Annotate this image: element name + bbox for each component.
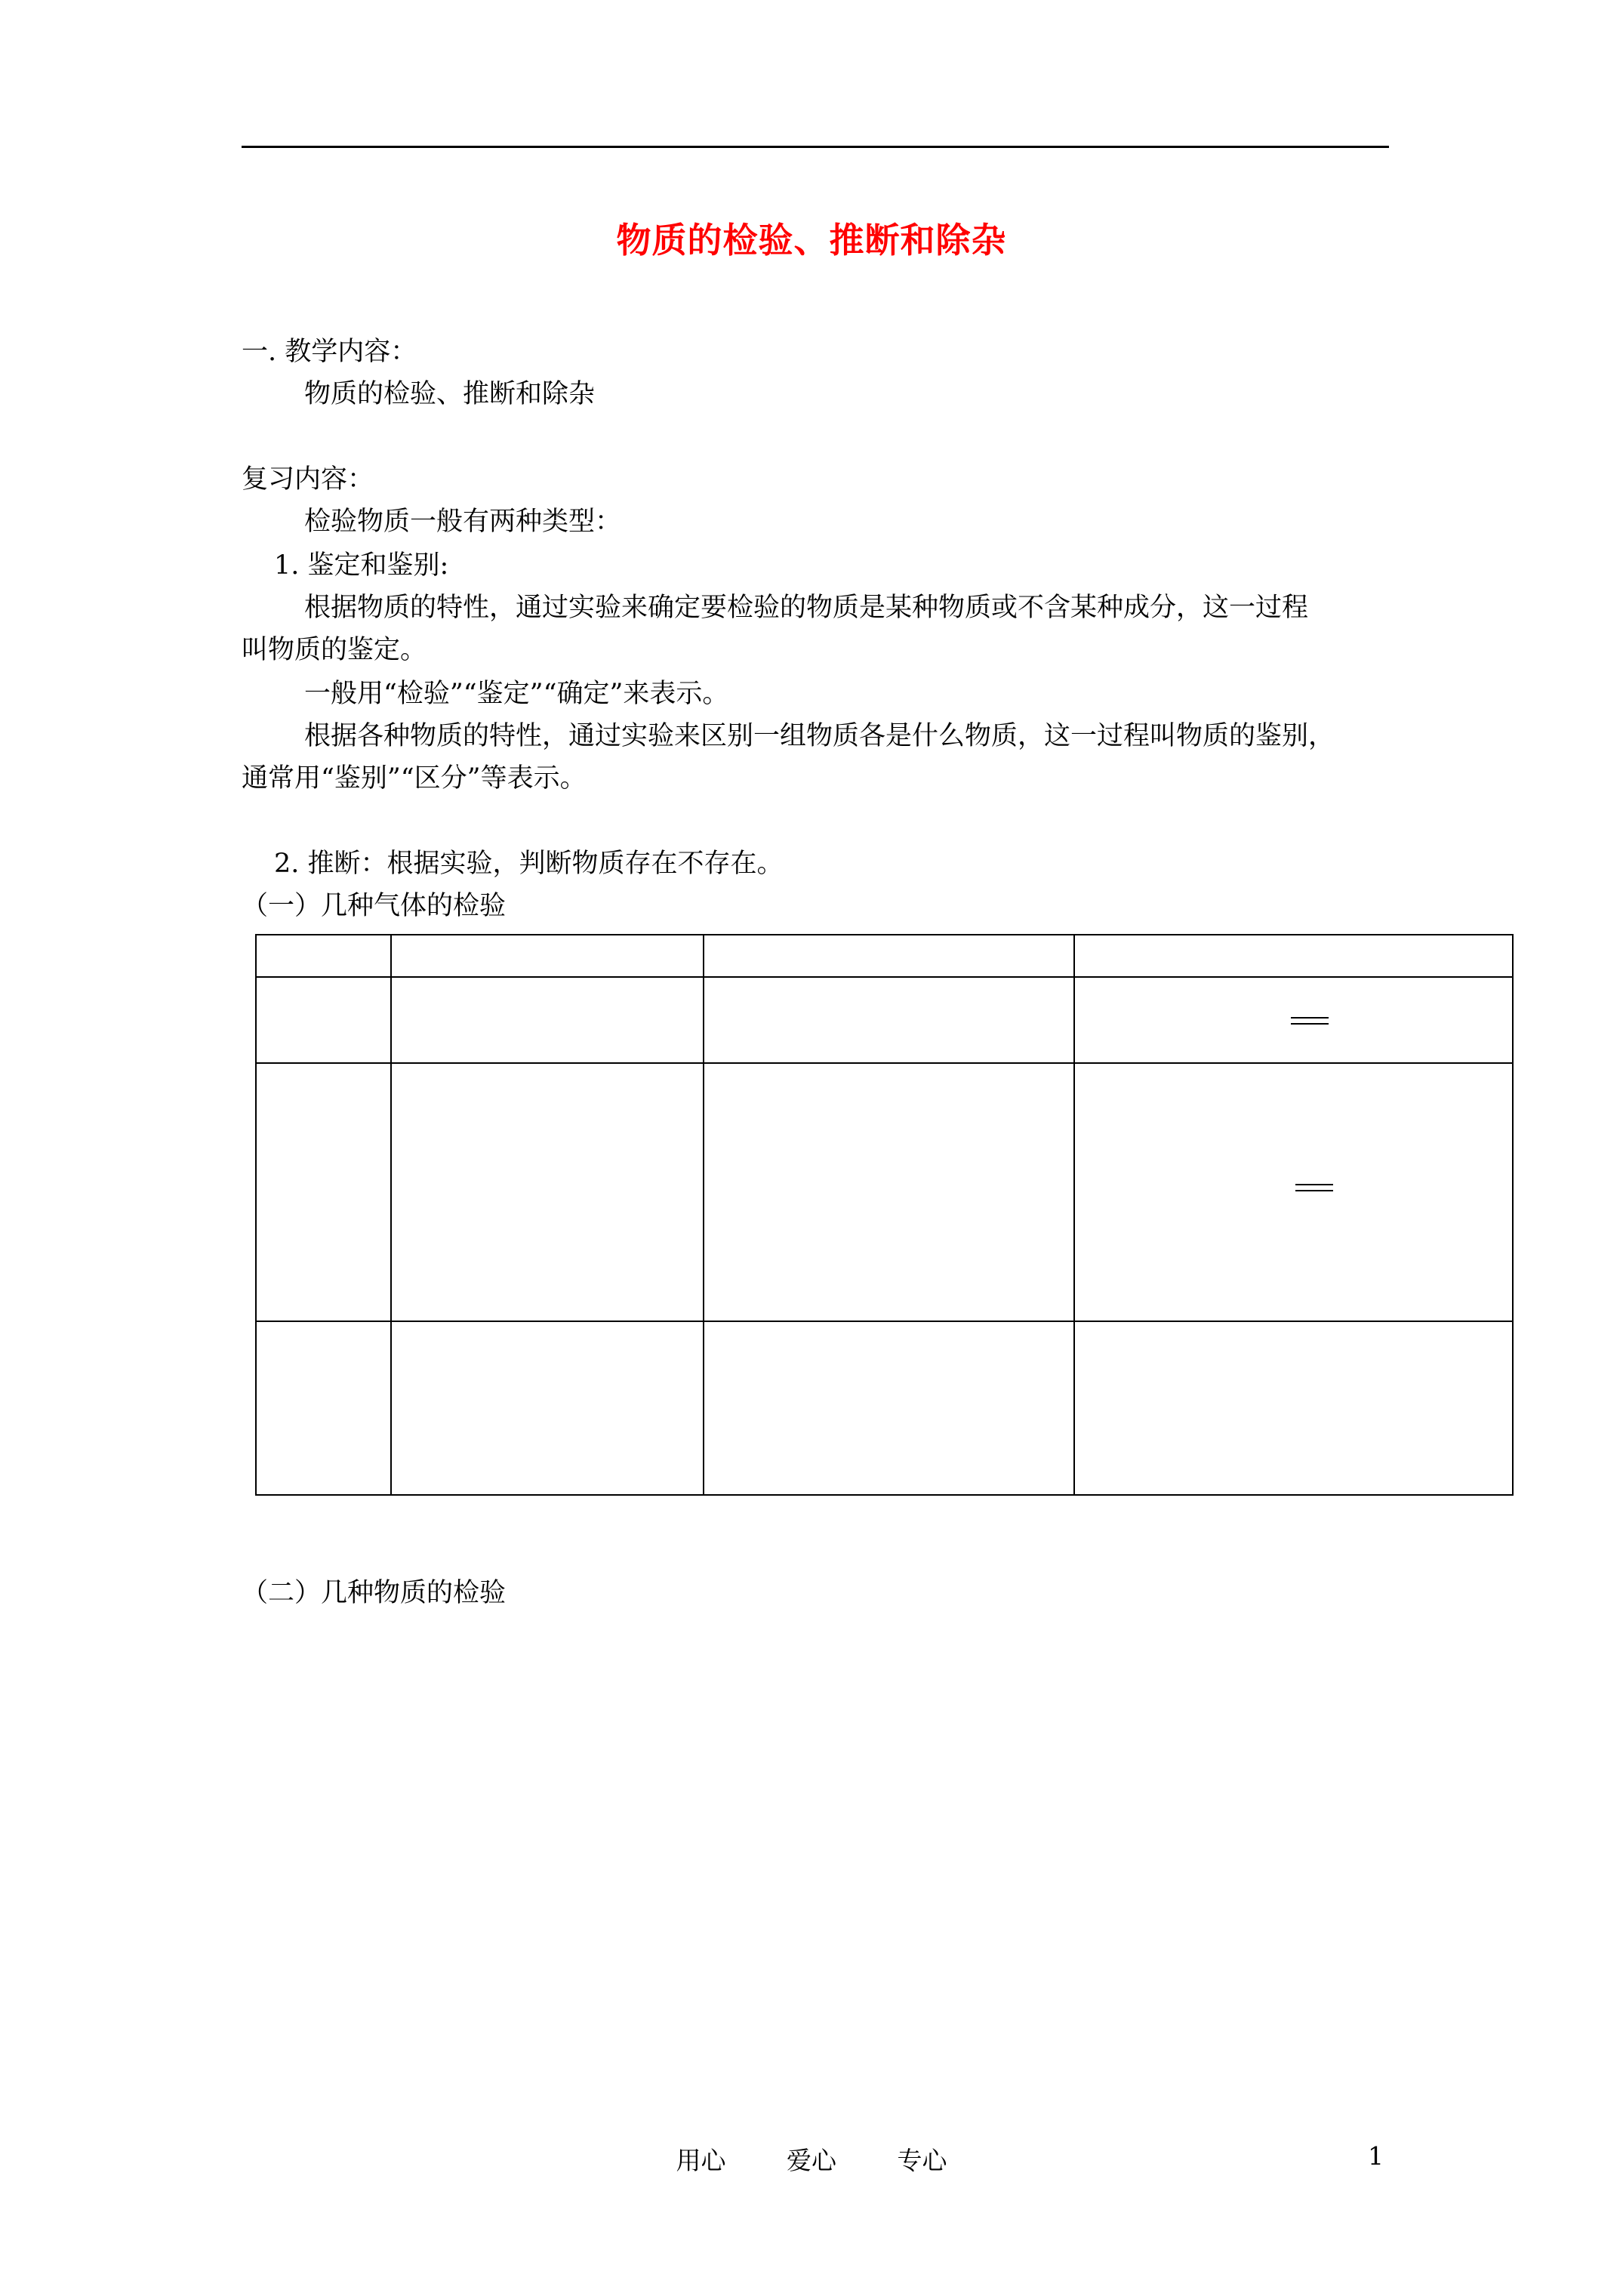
section-one-heading: 一. 教学内容： xyxy=(242,337,417,367)
table-border-top xyxy=(255,934,1514,935)
table-row-line xyxy=(255,1062,1514,1064)
subsection-gas-heading: （一）几种气体的检验 xyxy=(242,891,507,921)
page-number: 1 xyxy=(1368,2141,1384,2171)
item1-para1-line2: 叫物质的鉴定。 xyxy=(242,635,427,665)
review-intro: 检验物质一般有两种类型： xyxy=(304,507,622,537)
table-col-line xyxy=(1073,934,1075,1496)
table-col-line xyxy=(390,934,392,1496)
reaction-equal-sign xyxy=(1295,1184,1333,1191)
reaction-equal-sign xyxy=(1291,1017,1329,1025)
item1-para3-line1: 根据各种物质的特性，通过实验来区别一组物质各是什么物质，这一过程叫物质的鉴别， xyxy=(304,721,1335,751)
item1-para2: 一般用“检验”“鉴定”“确定”来表示。 xyxy=(304,679,729,709)
table-row-line xyxy=(255,1321,1514,1322)
page-title: 物质的检验、推断和除杂 xyxy=(616,220,1007,260)
table-border-right xyxy=(1512,934,1514,1496)
item2: 2. 推断：根据实验，判断物质存在不存在。 xyxy=(274,849,784,879)
table-col-line xyxy=(703,934,704,1496)
gas-test-table xyxy=(255,934,1514,1496)
item1-para3-line2: 通常用“鉴别”“区分”等表示。 xyxy=(242,763,587,794)
table-row-line xyxy=(255,976,1514,978)
table-border-left xyxy=(255,934,257,1496)
header-rule xyxy=(242,146,1389,148)
footer-motto: 用心 xyxy=(676,2146,726,2175)
review-heading: 复习内容： xyxy=(242,464,374,495)
footer-motto: 专心 xyxy=(897,2146,947,2175)
item1-para1-line1: 根据物质的特性，通过实验来确定要检验的物质是某种物质或不含某种成分，这一过程 xyxy=(304,593,1309,623)
footer-motto: 爱心 xyxy=(787,2146,836,2175)
subsection-substance-heading: （二）几种物质的检验 xyxy=(242,1578,507,1608)
section-one-content: 物质的检验、推断和除杂 xyxy=(304,379,596,409)
item1-heading: 1. 鉴定和鉴别: xyxy=(274,550,449,581)
table-border-bottom xyxy=(255,1494,1514,1496)
